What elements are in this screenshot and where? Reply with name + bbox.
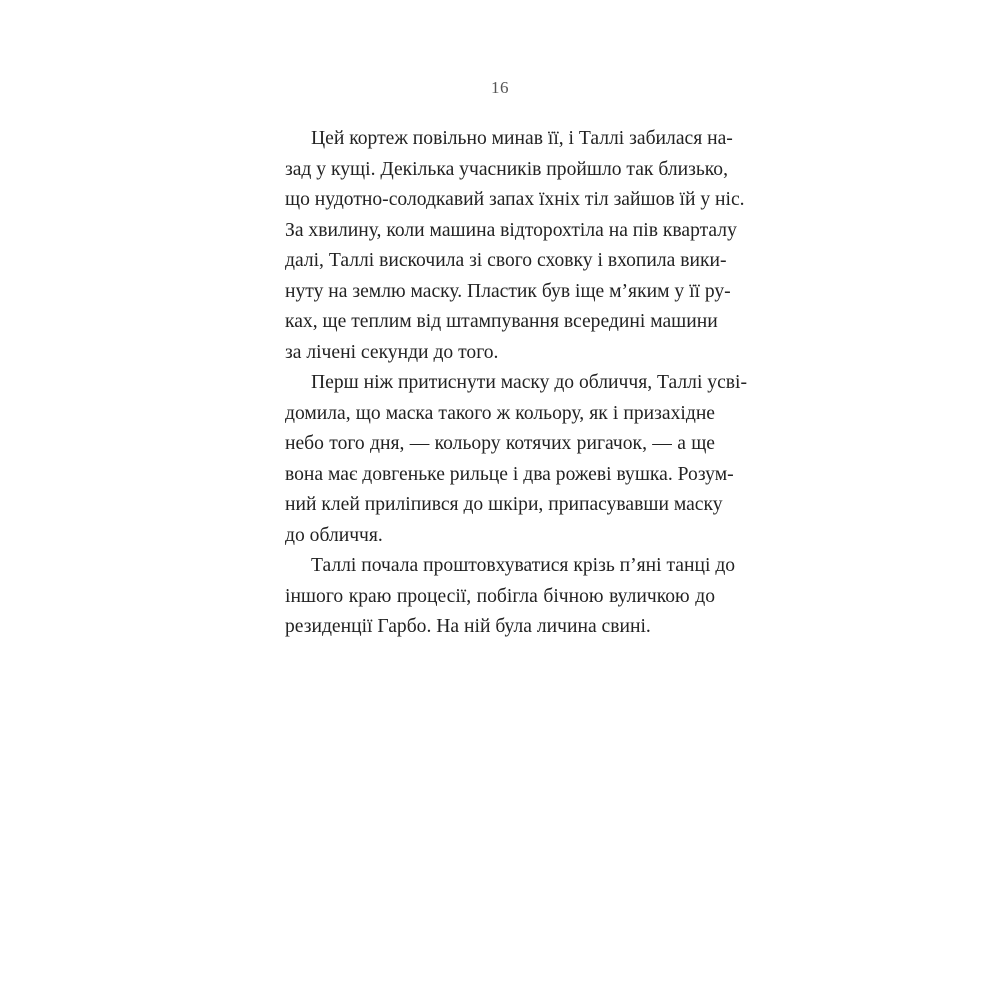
text-line: резиденції Гарбо. На ній була личина свині. <box>285 616 651 637</box>
text-line: Цей кортеж повільно минав її, і Таллі забилася на- <box>311 128 733 149</box>
text-line: Таллі почала проштовхуватися крізь п’яні танці до <box>311 555 736 576</box>
paragraph-2 <box>285 368 748 551</box>
text-line: далі, Таллі вискочила зі свого сховку і вхопила вики- <box>285 250 727 271</box>
paragraph-3 <box>285 551 736 643</box>
text-line: домила, що маска такого ж кольору, як і призахідне <box>285 402 715 424</box>
text-line: нуту на землю маску. Пластик був іще м’яким у її ру- <box>285 280 731 302</box>
text-line: іншого краю процесії, побігла бічною вуличкою до <box>285 585 715 607</box>
text-line: за лічені секунди до того. <box>285 341 499 363</box>
text-line: до обличчя. <box>285 524 383 546</box>
paragraph-1 <box>285 124 745 368</box>
body-text <box>285 124 748 643</box>
text-line: вона має довгеньке рильце і два рожеві вушка. Розум- <box>285 463 734 485</box>
text-line: ний клей приліпився до шкіри, припасувавши маску <box>285 494 723 515</box>
text-line: зад у кущі. Декілька учасників пройшло так близько, <box>285 158 728 180</box>
page-number: 16 <box>491 78 509 97</box>
text-line: небо того дня, — кольору котячих ригачок, — а ще <box>285 433 715 454</box>
text-line: Перш ніж притиснути маску до обличчя, Таллі усві- <box>311 372 748 393</box>
text-line: За хвилину, коли машина відторохтіла на пів кварталу <box>285 219 737 241</box>
text-line: ках, ще теплим від штампування всередині машини <box>285 311 718 332</box>
text-line: що нудотно-солодкавий запах їхніх тіл зайшов їй у ніс. <box>285 189 745 210</box>
